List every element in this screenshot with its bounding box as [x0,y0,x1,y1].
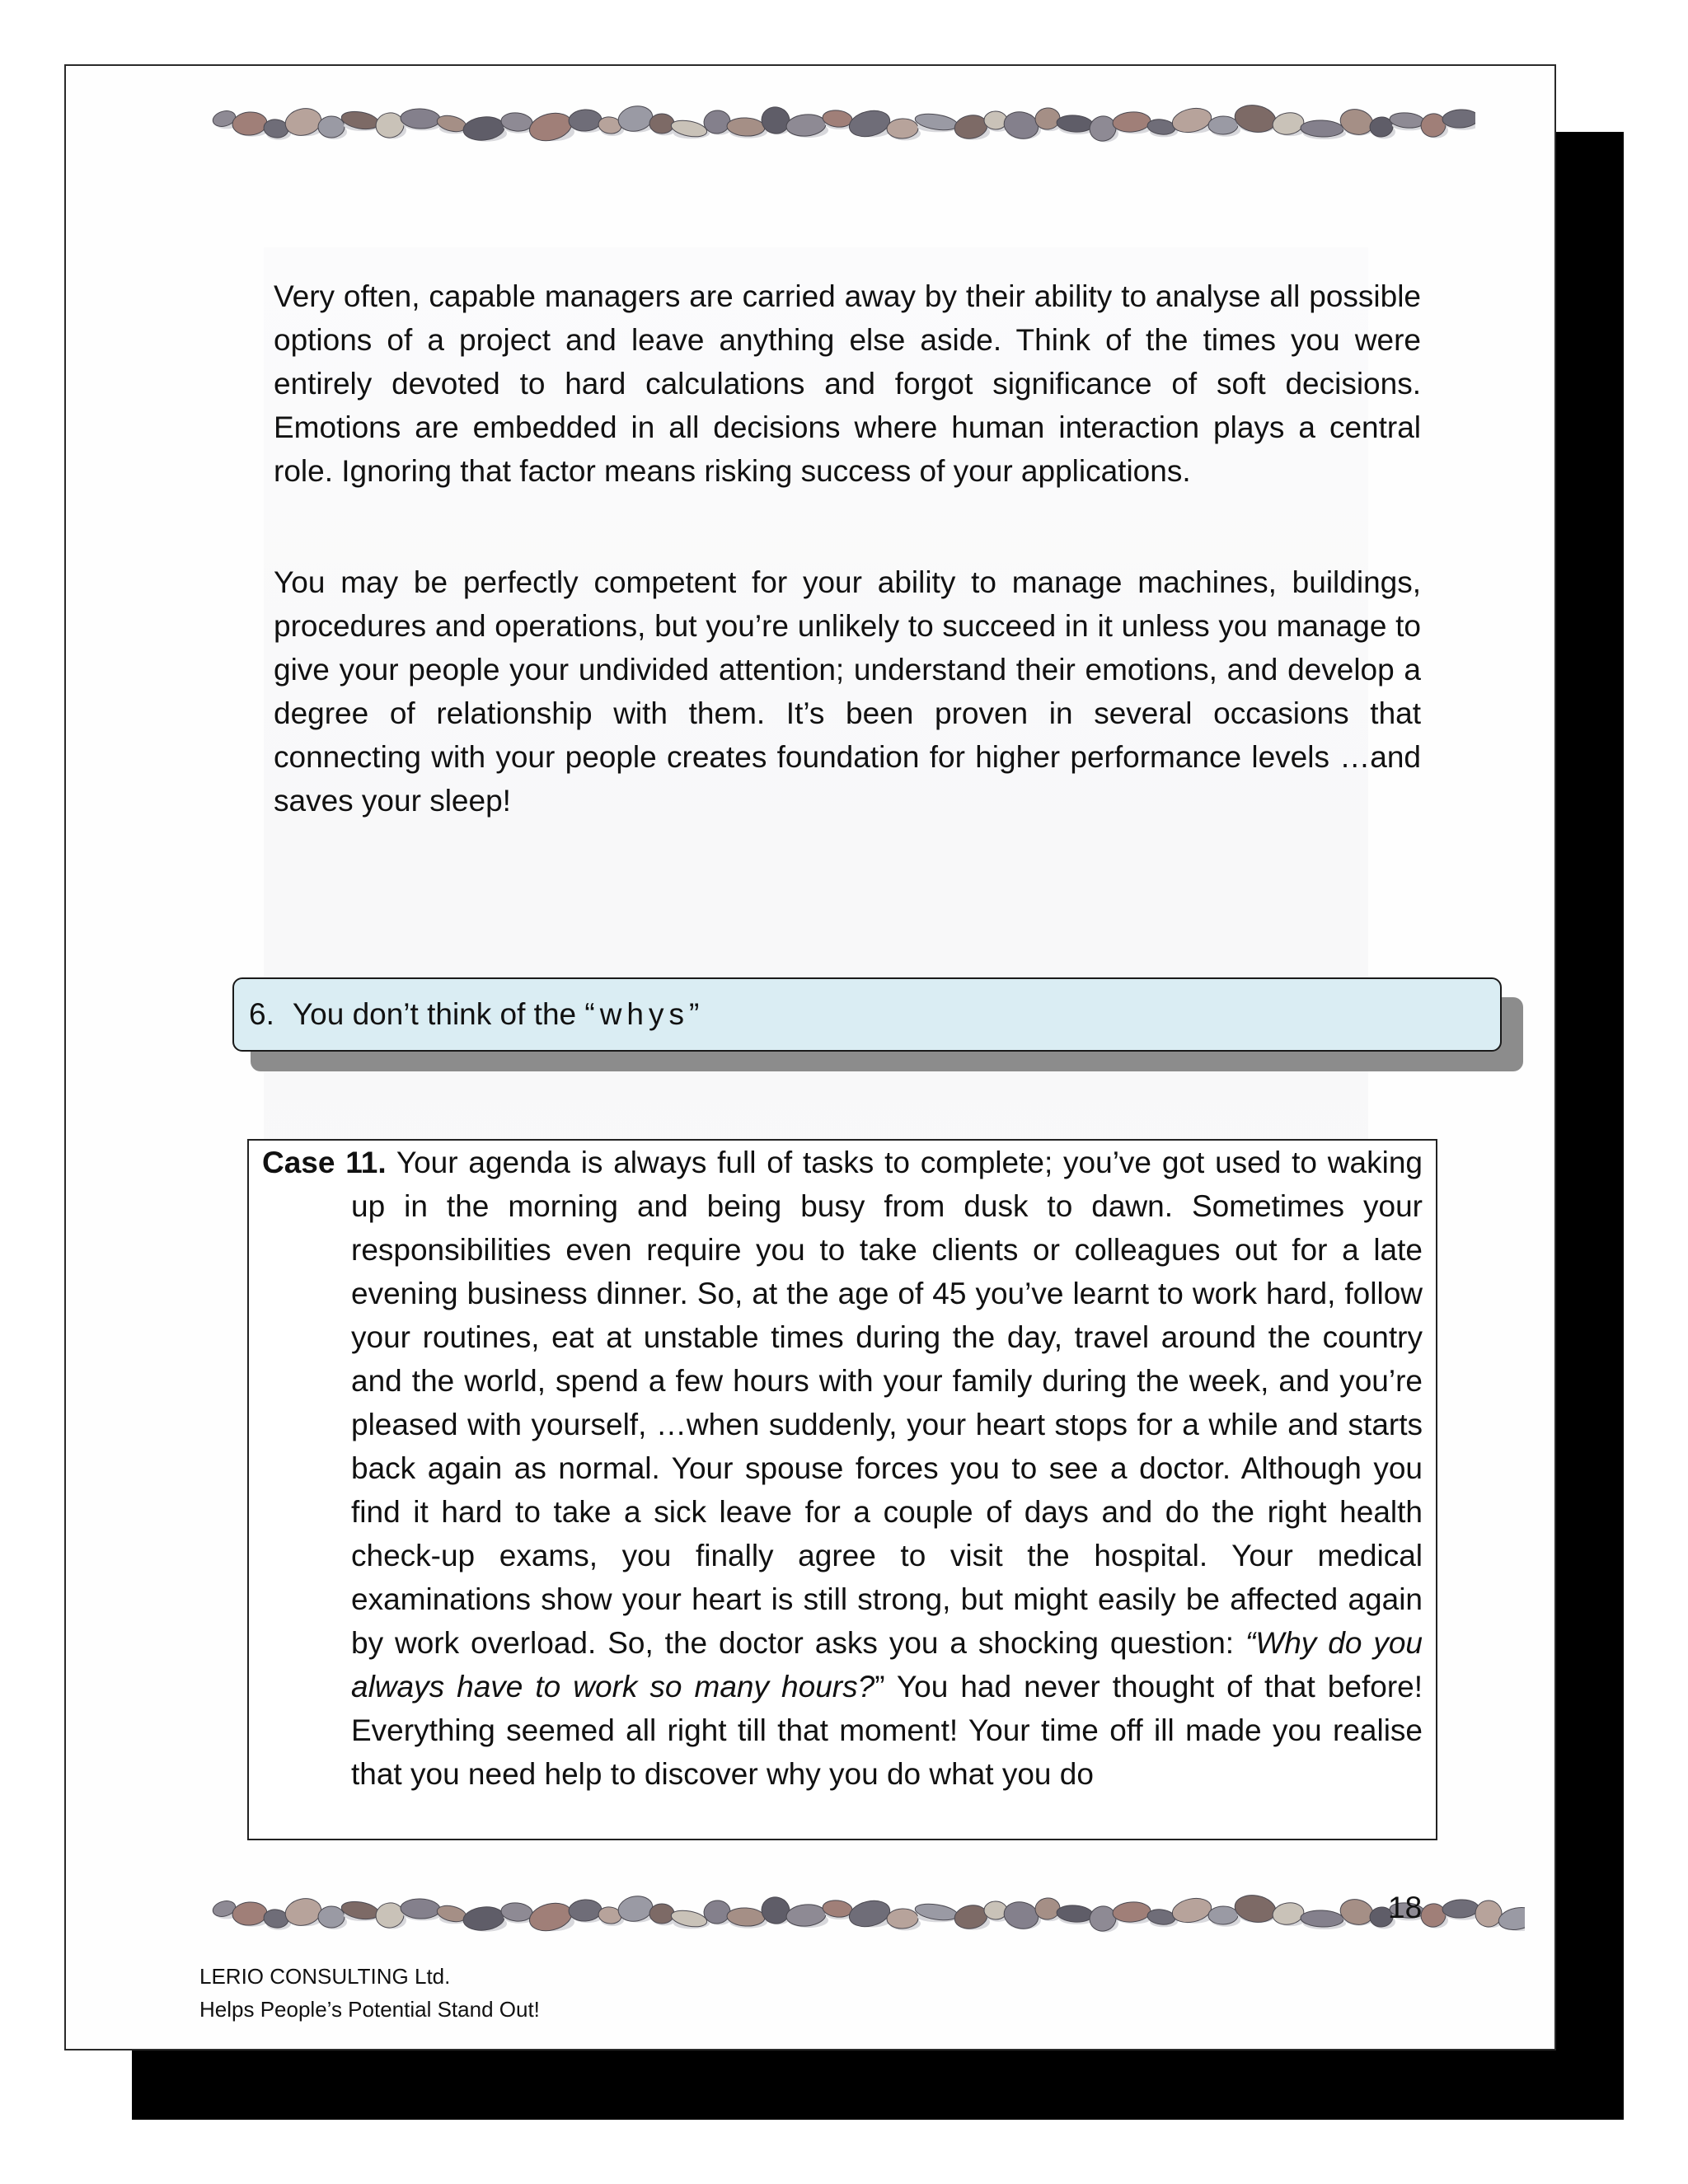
case-text-part-1: Your agenda is always full of tasks to complete; you’ve got used to waking up in the morning and being busy from dusk to dawn. Sometimes your responsibilities even require you to take clients or colleagues out for a late evening business dinner. So, at the age of 45 you’ve learnt to work hard, follow your routines, eat at unstable times during the day, travel around the country and the world, spend a few hours with your family during the week, and you’re pleased with yourself, …when suddenly, your heart stops for a while and starts back again as normal. Your spouse forces you to see a doctor. Although you find it hard to take a sick leave for a couple of days and do the right health check-up exams, you finally agree to visit the hospital. Your medical examinations show your heart is still strong, but might easily be affected again by work overload. So, the doctor asks you a shocking question: [351,1146,1423,1660]
page-footer [199,1960,540,2026]
case-doctor-quote: “Why do you always have to work so many hours? [351,1626,1423,1704]
section-title: You don’t think of the [292,997,577,1031]
pebble-stone [984,1901,1007,1919]
page-number: 18 [1388,1891,1423,1924]
pebble-stone [1208,116,1238,135]
footer-company: LERIO CONSULTING Ltd. [199,1964,451,1989]
section-title-whys: “whys” [584,997,705,1031]
pebble-stone [1442,109,1475,129]
pebble-stone [649,114,674,134]
pebble-stone [670,1908,709,1929]
pebble-border-bottom-icon [206,1889,1525,1938]
pebble-stone [846,1897,892,1930]
footer-tagline: Helps People’s Potential Stand Out! [199,1997,540,2022]
section-heading [232,977,1502,1052]
document-page [64,64,1556,2050]
pebble-stone [984,111,1007,129]
paragraph-people: You may be perfectly competent for your ability to manage machines, buildings, procedures and operations, but you’re unlikely to succeed in it unless you manage to give your people your undivided attention; understand their emotions, and develop a degree of relationship with them. It’s been proven in several occasions that connecting with your people creates foundation for higher performance levels …and saves your sleep! [274,565,1421,818]
pebble-border-top-icon [206,99,1475,148]
paragraph-emotions: Very often, capable managers are carried away by their ability to analyse all possible options of a project and leave anything else aside. Think of the times you were entirely devoted to hard calculations and forgot significance of soft decisions. Emotions are embedded in all decisions where human interaction plays a central role. Ignoring that factor means risking success of your applications. [274,279,1421,488]
case-text-part-2: ” You had never thought of that before! Everything seemed all right till that moment! Your time off ill made you realise that you need help to discover why you do what you do [351,1670,1423,1791]
pebble-stone [649,1904,674,1924]
pebble-stone [1208,1906,1238,1925]
pebble-stone [318,1906,345,1929]
case-study-text [262,1141,1423,1796]
section-number: 6. [249,997,274,1031]
case-label: Case 11. [262,1146,387,1179]
pebble-stone [670,118,709,139]
case-study-box [247,1139,1437,1840]
pebble-stone [527,109,574,145]
pebble-stone [318,116,345,138]
pebble-stone [846,107,892,140]
pebble-stone [527,1899,574,1935]
